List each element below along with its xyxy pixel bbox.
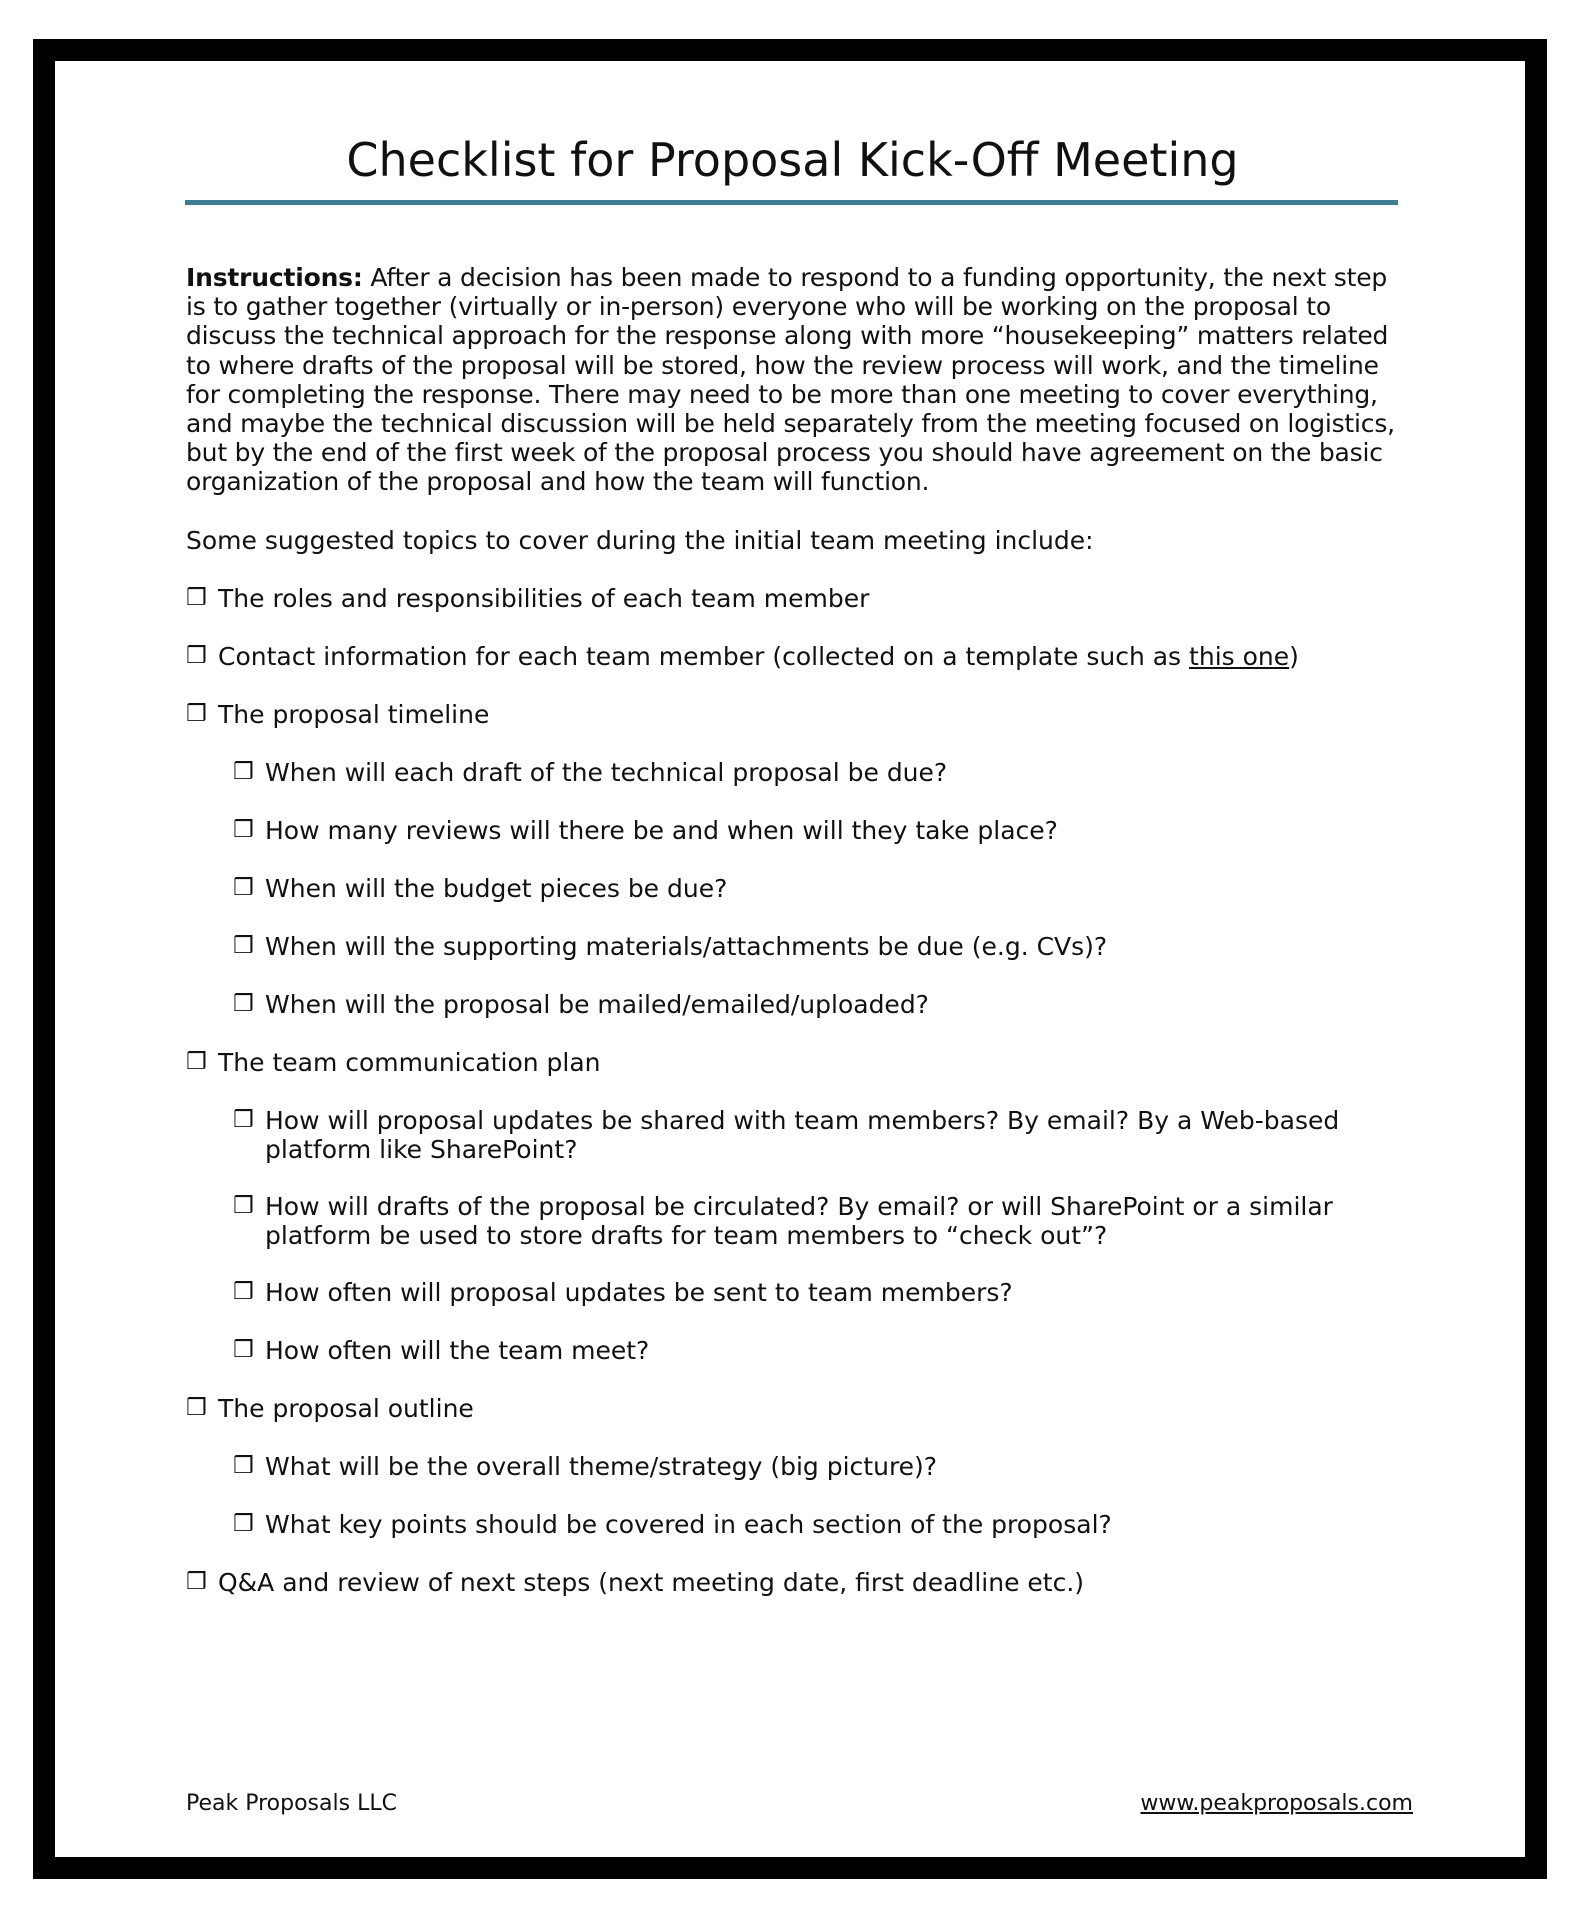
checkbox-icon[interactable]: ❒ bbox=[186, 584, 207, 611]
template-link[interactable]: this one bbox=[1189, 641, 1290, 671]
intro-text: Some suggested topics to cover during the initial team meeting include: bbox=[186, 525, 1094, 555]
checklist-item-label: When will the proposal be mailed/emailed/uploaded? bbox=[265, 989, 929, 1019]
checklist-item-communication[interactable] bbox=[186, 1048, 1406, 1077]
checklist-item-label: When will each draft of the technical proposal be due? bbox=[265, 757, 948, 787]
checkbox-icon[interactable]: ❒ bbox=[233, 1510, 254, 1537]
contact-text-after: ) bbox=[1289, 641, 1299, 671]
title-divider bbox=[185, 200, 1398, 205]
checkbox-icon[interactable]: ❒ bbox=[186, 1048, 207, 1075]
checklist-subitem-draft-due[interactable] bbox=[233, 758, 1406, 787]
checklist-subitem-budget[interactable] bbox=[233, 874, 1406, 903]
checklist-item-label: How will proposal updates be shared with team members? By email? By a Web-based platform like SharePoint? bbox=[265, 1105, 1340, 1164]
checkbox-icon[interactable]: ❒ bbox=[233, 816, 254, 843]
checkbox-icon[interactable]: ❒ bbox=[233, 1106, 254, 1133]
checkbox-icon[interactable]: ❒ bbox=[233, 1278, 254, 1305]
checkbox-icon[interactable]: ❒ bbox=[186, 642, 207, 669]
checklist-item-roles[interactable] bbox=[186, 584, 1406, 613]
page-title: Checklist for Proposal Kick-Off Meeting bbox=[346, 133, 1239, 187]
checklist-item-label: How will drafts of the proposal be circulated? By email? or will SharePoint or a similar platform be used to store drafts for team members to “check out”? bbox=[265, 1191, 1333, 1250]
checklist-item-outline[interactable] bbox=[186, 1394, 1406, 1423]
checkbox-icon[interactable]: ❒ bbox=[233, 874, 254, 901]
checkbox-icon[interactable]: ❒ bbox=[186, 700, 207, 727]
contact-text-before: Contact information for each team member (collected on a template such as bbox=[218, 641, 1190, 671]
checklist-item-label: Q&A and review of next steps (next meeting date, first deadline etc.) bbox=[218, 1567, 1085, 1597]
checklist-subitem-theme[interactable] bbox=[233, 1452, 1406, 1481]
checklist-item-label: The roles and responsibilities of each team member bbox=[218, 583, 870, 613]
checklist-item-label: When will the supporting materials/attachments be due (e.g. CVs)? bbox=[265, 931, 1108, 961]
checkbox-icon[interactable]: ❒ bbox=[186, 1568, 207, 1595]
document-body bbox=[186, 263, 1406, 1626]
footer-website-link[interactable]: www.peakproposals.com bbox=[1140, 1791, 1413, 1816]
checklist-subitem-submission[interactable] bbox=[233, 990, 1406, 1019]
checklist-item-label: The proposal outline bbox=[218, 1393, 474, 1423]
checkbox-icon[interactable]: ❒ bbox=[233, 932, 254, 959]
checklist-item-label bbox=[218, 642, 1406, 671]
checkbox-icon[interactable]: ❒ bbox=[233, 1452, 254, 1479]
checkbox-icon[interactable]: ❒ bbox=[233, 1192, 254, 1219]
checklist-subitem-reviews[interactable] bbox=[233, 816, 1406, 845]
checklist-item-contact-info[interactable] bbox=[186, 642, 1406, 671]
checklist-subitem-key-points[interactable] bbox=[233, 1510, 1406, 1539]
checklist-subitem-updates-shared[interactable] bbox=[233, 1106, 1406, 1164]
instructions-text: After a decision has been made to respond to a funding opportunity, the next step is to gather together (virtually or in-person) everyone who will be working on the proposal to discuss the technical approach for the response along with more “housekeeping” matters related to where drafts of the proposal will be stored, how the review process will work, and the timeline for completing the response. There may need to be more than one meeting to cover everything, and maybe the technical discussion will be held separately from the meeting focused on logistics, but by the end of the first week of the proposal process you should have agreement on the basic organization of the proposal and how the team will function. bbox=[186, 263, 1395, 497]
checklist-item-label: When will the budget pieces be due? bbox=[265, 873, 728, 903]
checklist-item-timeline[interactable] bbox=[186, 700, 1406, 729]
checkbox-icon[interactable]: ❒ bbox=[233, 990, 254, 1017]
checklist bbox=[186, 584, 1406, 1597]
checkbox-icon[interactable]: ❒ bbox=[186, 1394, 207, 1421]
instructions-label: Instructions: bbox=[186, 263, 363, 292]
checklist-item-label: The proposal timeline bbox=[218, 699, 490, 729]
checklist-item-label: How often will the team meet? bbox=[265, 1335, 650, 1365]
instructions-paragraph bbox=[186, 263, 1406, 497]
checklist-item-label: What key points should be covered in each section of the proposal? bbox=[265, 1509, 1112, 1539]
checklist-item-label: How many reviews will there be and when will they take place? bbox=[265, 815, 1058, 845]
checkbox-icon[interactable]: ❒ bbox=[233, 1336, 254, 1363]
checklist-subitem-drafts-circulated[interactable] bbox=[233, 1192, 1406, 1250]
checklist-item-label: The team communication plan bbox=[218, 1047, 601, 1077]
checklist-subitem-meeting-frequency[interactable] bbox=[233, 1336, 1406, 1365]
footer-company: Peak Proposals LLC bbox=[186, 1791, 397, 1816]
checklist-item-label: How often will proposal updates be sent to team members? bbox=[265, 1277, 1013, 1307]
checklist-subitem-update-frequency[interactable] bbox=[233, 1278, 1406, 1307]
checkbox-icon[interactable]: ❒ bbox=[233, 758, 254, 785]
checklist-item-label: What will be the overall theme/strategy (big picture)? bbox=[265, 1451, 938, 1481]
checklist-subitem-attachments[interactable] bbox=[233, 932, 1406, 961]
checklist-item-qa-next-steps[interactable] bbox=[186, 1568, 1406, 1597]
